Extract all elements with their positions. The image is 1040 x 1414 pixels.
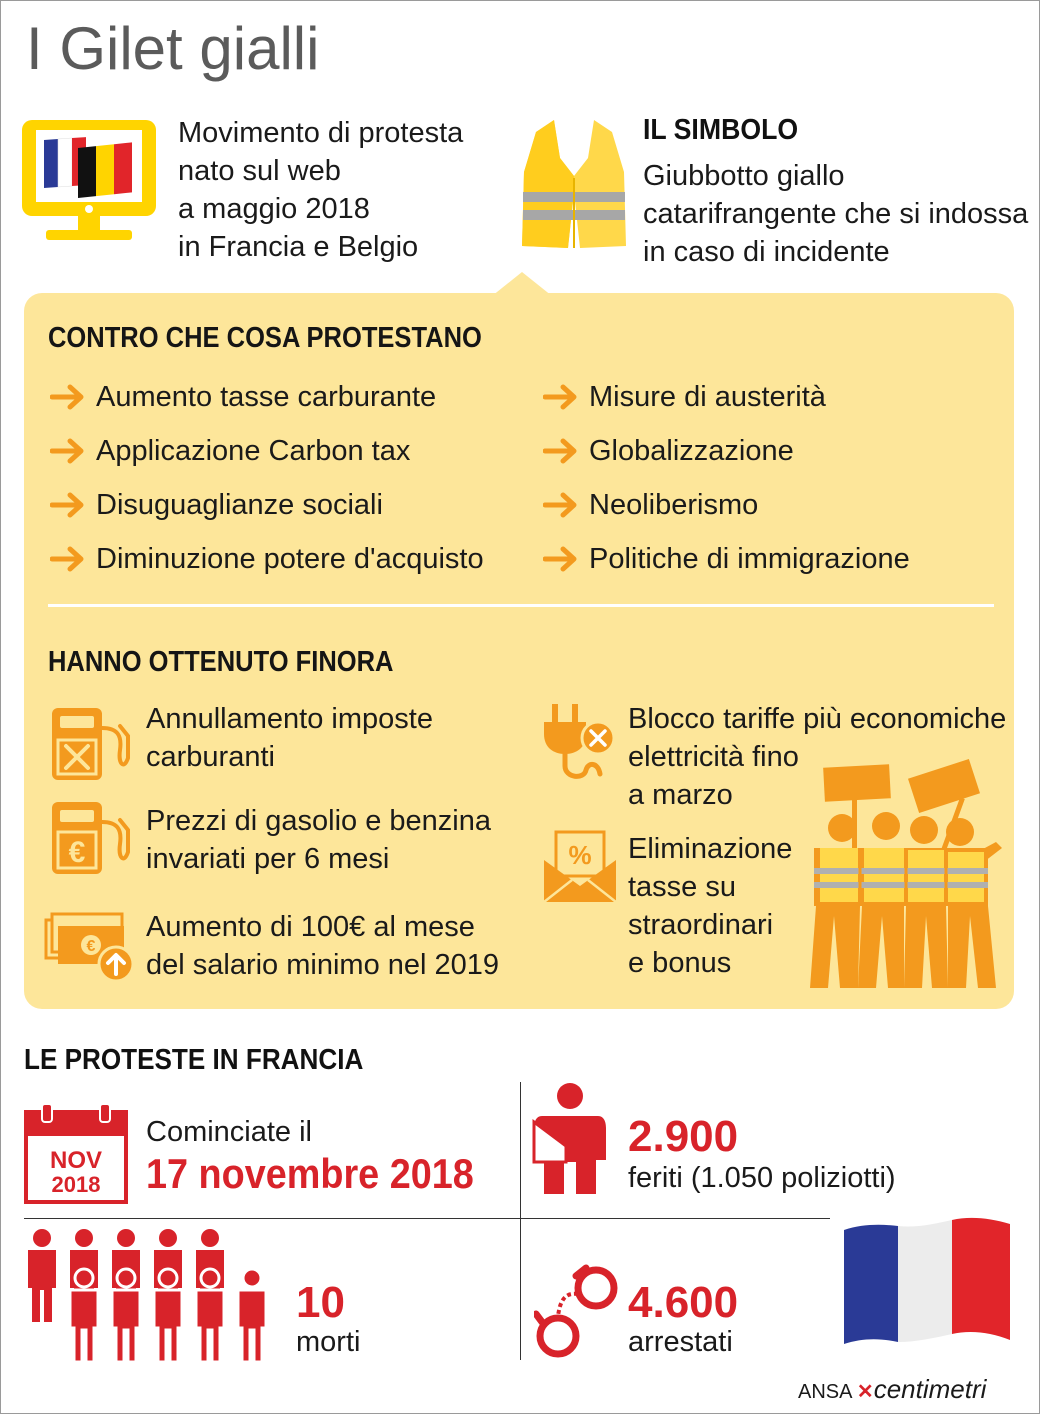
- list-item: [50, 478, 484, 532]
- arrow-right-icon: [543, 438, 579, 464]
- list-item: [543, 478, 910, 532]
- fuel-pump-euro-icon: [48, 800, 132, 876]
- calendar-icon: [24, 1104, 128, 1204]
- calendar-year: 2018: [51, 1172, 101, 1197]
- monitor-flags-icon: [20, 118, 160, 244]
- euro-glyph: €: [86, 938, 96, 955]
- arrow-right-icon: [50, 438, 86, 464]
- panel-pointer: [492, 270, 552, 296]
- credits: [798, 1374, 986, 1405]
- obtained-heading: HANNO OTTENUTO FINORA: [48, 646, 394, 678]
- list-item: [543, 424, 910, 478]
- injured-person-icon: [530, 1082, 610, 1196]
- percent-glyph: %: [568, 840, 592, 870]
- injured-label: feriti (1.050 poliziotti): [628, 1162, 896, 1194]
- credits-agency: ANSA: [798, 1381, 852, 1403]
- obtained-item-5: [628, 830, 792, 982]
- handcuffs-icon: [534, 1262, 620, 1362]
- intro-line: a maggio 2018: [178, 193, 370, 225]
- dead-value: 10: [296, 1278, 345, 1327]
- obtained-item-3: [146, 908, 499, 984]
- against-item: Disuguaglianze sociali: [96, 488, 383, 521]
- against-item: Globalizzazione: [589, 434, 794, 467]
- obtained-line: elettricità fino: [628, 741, 799, 773]
- dead-label: morti: [296, 1326, 361, 1358]
- obtained-line: invariati per 6 mesi: [146, 843, 390, 875]
- panel-divider: [48, 604, 994, 607]
- against-list-right: [543, 370, 910, 586]
- obtained-line: Annullamento imposte: [146, 703, 433, 735]
- protesters-illustration-icon: [800, 756, 1004, 992]
- symbol-line: catarifrangente che si indossa: [643, 198, 1029, 230]
- started-label: Cominciate il: [146, 1116, 312, 1148]
- page-title: I Gilet gialli: [26, 15, 320, 82]
- arrested-label: arrestati: [628, 1326, 733, 1358]
- against-heading: CONTRO CHE COSA PROTESTANO: [48, 322, 482, 354]
- obtained-item-2: [146, 802, 491, 878]
- credits-mark: ✕: [856, 1381, 874, 1403]
- arrow-right-icon: [50, 546, 86, 572]
- obtained-line: Aumento di 100€ al mese: [146, 911, 475, 943]
- fuel-pump-cancel-icon: [48, 706, 132, 782]
- against-item: Applicazione Carbon tax: [96, 434, 411, 467]
- ten-people-icon: [24, 1228, 284, 1366]
- arrow-right-icon: [50, 384, 86, 410]
- tax-envelope-icon: [542, 830, 618, 904]
- obtained-line: a marzo: [628, 779, 733, 811]
- france-heading: LE PROTESTE IN FRANCIA: [24, 1044, 364, 1076]
- arrow-right-icon: [50, 492, 86, 518]
- against-list-left: [50, 370, 484, 586]
- obtained-item-1: [146, 700, 433, 776]
- obtained-line: tasse su: [628, 871, 736, 903]
- obtained-line: Blocco tariffe più economiche: [628, 703, 1007, 735]
- against-item: Misure di austerità: [589, 380, 826, 413]
- obtained-line: carburanti: [146, 741, 275, 773]
- france-flag-icon: [842, 1216, 1012, 1346]
- obtained-line: straordinari: [628, 909, 774, 941]
- grid-vertical-line: [520, 1082, 521, 1360]
- started-date: 17 novembre 2018: [146, 1150, 474, 1197]
- obtained-line: e bonus: [628, 947, 732, 979]
- injured-value: 2.900: [628, 1112, 739, 1161]
- against-item: Diminuzione potere d'acquisto: [96, 542, 484, 575]
- against-item: Politiche di immigrazione: [589, 542, 910, 575]
- intro-text: [178, 114, 463, 266]
- list-item: [543, 370, 910, 424]
- against-item: Aumento tasse carburante: [96, 380, 437, 413]
- intro-line: Movimento di protesta: [178, 117, 464, 149]
- obtained-line: Prezzi di gasolio e benzina: [146, 805, 491, 837]
- arrow-right-icon: [543, 492, 579, 518]
- list-item: [543, 532, 910, 586]
- yellow-vest-icon: [516, 118, 632, 252]
- symbol-text: [643, 157, 1028, 271]
- arrow-right-icon: [543, 546, 579, 572]
- obtained-line: del salario minimo nel 2019: [146, 949, 500, 981]
- euro-glyph: €: [68, 836, 86, 869]
- banknotes-increase-icon: [44, 910, 136, 984]
- symbol-heading: IL SIMBOLO: [643, 114, 799, 146]
- list-item: [50, 424, 484, 478]
- arrow-right-icon: [543, 384, 579, 410]
- arrested-value: 4.600: [628, 1278, 739, 1327]
- intro-line: in Francia e Belgio: [178, 231, 419, 263]
- symbol-line: in caso di incidente: [643, 236, 890, 268]
- plug-cancel-icon: [540, 700, 620, 788]
- grid-horizontal-line: [24, 1218, 830, 1219]
- list-item: [50, 370, 484, 424]
- calendar-month: NOV: [49, 1147, 103, 1174]
- symbol-line: Giubbotto giallo: [643, 160, 845, 192]
- obtained-line: Eliminazione: [628, 833, 793, 865]
- credits-brand: centimetri: [873, 1374, 987, 1404]
- list-item: [50, 532, 484, 586]
- against-item: Neoliberismo: [589, 488, 759, 521]
- intro-line: nato sul web: [178, 155, 341, 187]
